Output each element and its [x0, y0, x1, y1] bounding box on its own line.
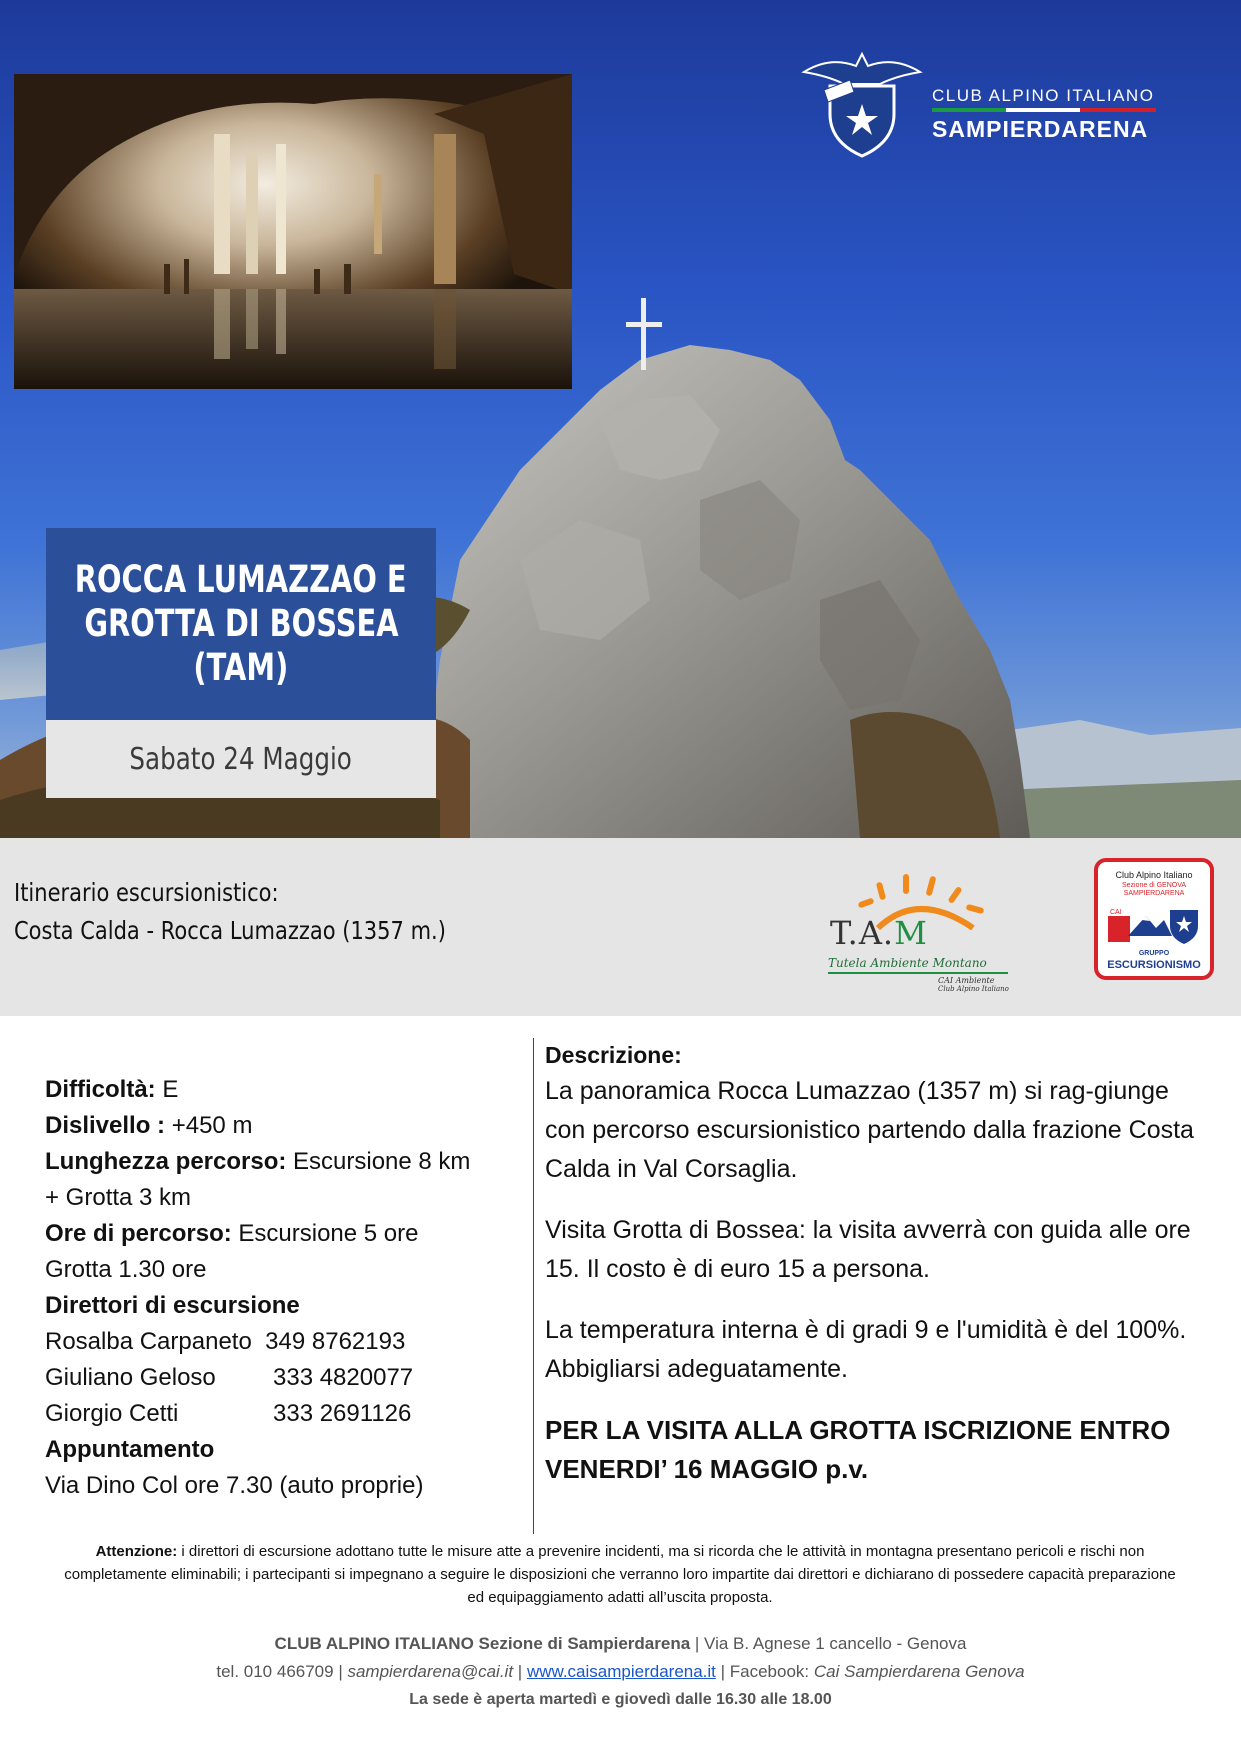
footer-address-line: CLUB ALPINO ITALIANO Sezione di Sampierdarena | Via B. Agnese 1 cancello - Genova	[274, 1634, 967, 1653]
email-link[interactable]: sampierdarena@cai.it	[347, 1662, 514, 1681]
badge-line4: GRUPPO	[1138, 950, 1170, 957]
tam-sub1: CAI Ambiente	[938, 976, 995, 985]
facebook-link[interactable]: Cai Sampierdarena Genova	[813, 1662, 1025, 1681]
description-para: Visita Grotta di Bossea: la visita avverrà con guida alle ore 15. Il costo è di euro 15 a persona.	[545, 1216, 1191, 1283]
difficulty-row: Difficoltà: E	[45, 1076, 179, 1103]
italian-tricolor-stripe	[932, 108, 1156, 112]
itinerary-band	[0, 838, 1241, 1016]
event-date: Sabato 24 Maggio	[129, 741, 353, 777]
tam-logo	[818, 870, 1018, 993]
badge-line2: Sezione di GENOVA	[1121, 882, 1187, 889]
description-para: La panoramica Rocca Lumazzao (1357 m) si rag-giunge con percorso escursionistico partendo dalla frazione Costa Calda in Val Corsaglia.	[545, 1077, 1194, 1183]
footer-contact-line: tel. 010 466709 | sampierdarena@cai.it | www.caisampierdarena.it | Facebook: Cai Sampierdarena Genova	[216, 1662, 1025, 1681]
office-hours: La sede è aperta martedì e giovedì dalle 16.30 alle 18.00	[409, 1691, 832, 1708]
cai-sampierdarena-logo	[800, 50, 1160, 170]
mountain-flag-icon	[1104, 902, 1204, 946]
event-title-box	[46, 528, 436, 720]
length-row-cont: + Grotta 3 km	[45, 1184, 192, 1211]
event-date-box	[46, 720, 436, 798]
registration-notice: PER LA VISITA ALLA GROTTA ISCRIZIONE ENTRO VENERDI’ 16 MAGGIO p.v.	[545, 1415, 1171, 1484]
meeting-label: Appuntamento	[45, 1436, 215, 1463]
safety-warning: Attenzione: i direttori di escursione adottano tutte le misure atte a prevenire incidenti, ma si ricorda che le attività in montagna presentano pericoli e rischi non completamente eliminabili; i partecipanti si impegnano a seguire le disposizioni che verranno loro impartite dai direttori e dichiarano di possedere capacità preparazione ed equipaggiamento adatti all’uscita proposta.	[64, 1543, 1176, 1606]
tam-tagline: Tutela Ambiente Montano	[828, 956, 987, 970]
cave-photo	[14, 74, 572, 389]
director-row: Giuliano Geloso 333 4820077	[45, 1364, 414, 1391]
itinerary-route: Costa Calda - Rocca Lumazzao (1357 m.)	[14, 916, 446, 945]
description-section	[545, 1038, 1205, 1489]
description-title: Descrizione:	[545, 1042, 682, 1068]
badge-line1: Club Alpino Italiano	[1115, 870, 1193, 880]
event-title-line: ROCCA LUMAZZAO E	[75, 558, 407, 601]
time-row: Ore di percorso: Escursione 5 ore	[45, 1220, 419, 1247]
badge-line3: SAMPIERDARENA	[1123, 890, 1185, 897]
event-title-line: GROTTA DI BOSSEA	[83, 602, 399, 645]
org-name-line1: CLUB ALPINO ITALIANO	[932, 86, 1155, 105]
website-link[interactable]: www.caisampierdarena.it	[526, 1662, 716, 1681]
column-divider	[533, 1038, 534, 1534]
hike-details	[45, 1072, 515, 1504]
length-row: Lunghezza percorso: Escursione 8 km	[45, 1148, 471, 1175]
event-title-line: (TAM)	[193, 646, 289, 689]
tam-underline	[828, 972, 1008, 974]
director-row: Giorgio Cetti 333 2691126	[45, 1400, 412, 1427]
tam-sub2: Club Alpino Italiano	[938, 985, 1009, 993]
description-para: La temperatura interna è di gradi 9 e l'umidità è del 100%. Abbigliarsi adeguatamente.	[545, 1316, 1187, 1383]
director-row: Rosalba Carpaneto 349 8762193	[45, 1328, 406, 1355]
gruppo-escursionismo-badge	[1094, 858, 1214, 980]
time-row-cont: Grotta 1.30 ore	[45, 1256, 207, 1283]
directors-label: Direttori di escursione	[45, 1292, 300, 1319]
footer-contacts	[0, 1630, 1241, 1714]
meeting-value: Via Dino Col ore 7.30 (auto proprie)	[45, 1472, 424, 1499]
org-name-line2: SAMPIERDARENA	[932, 116, 1149, 142]
badge-line5: ESCURSIONISMO	[1107, 959, 1201, 971]
cai-eagle-shield-icon	[800, 50, 924, 160]
hero-banner	[0, 0, 1241, 838]
elevation-row: Dislivello : +450 m	[45, 1112, 253, 1139]
itinerary-label: Itinerario escursionistico:	[14, 878, 279, 907]
svg-text:CAI: CAI	[1110, 909, 1122, 916]
tam-letters: T.A.M	[830, 914, 928, 952]
